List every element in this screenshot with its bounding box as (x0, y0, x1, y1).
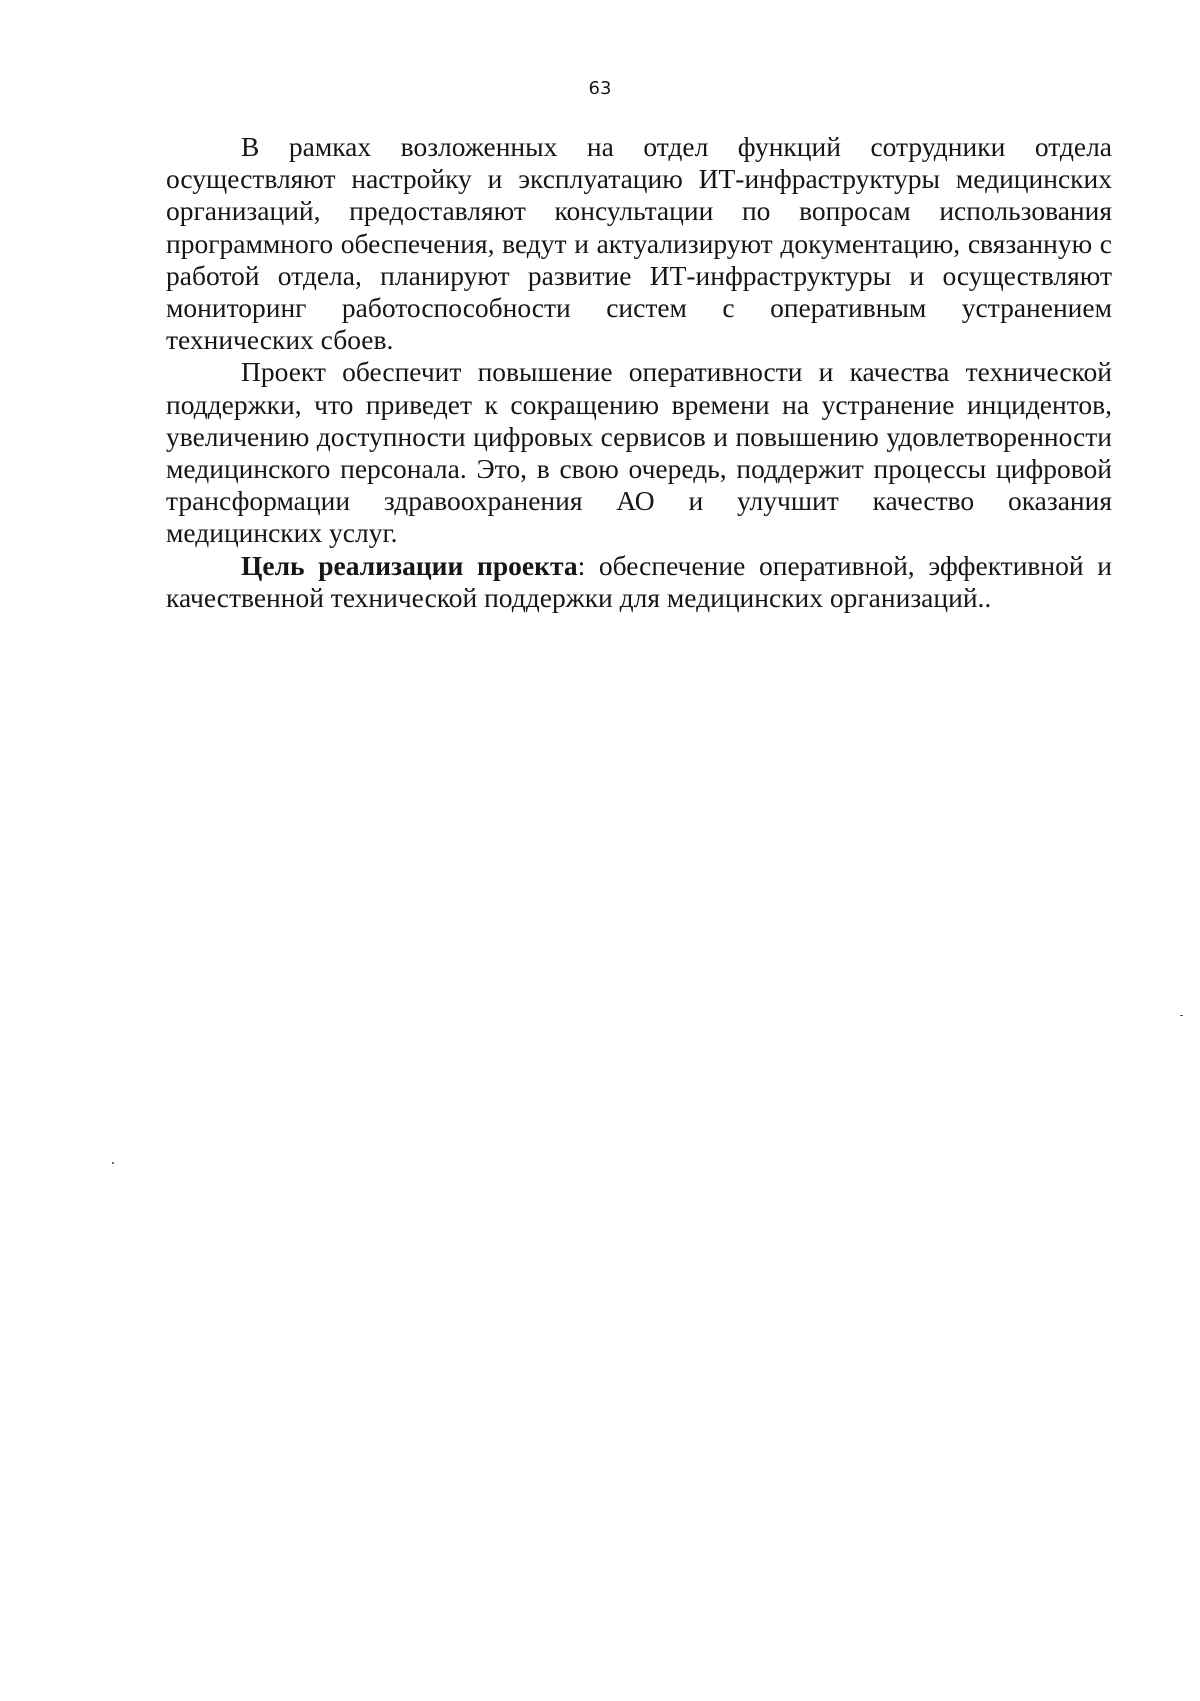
paragraph-department-functions: В рамках возложенных на отдел функций сотрудники отдела осуществляют настройку и эксплуатацию ИТ-инфраструктуры медицинских организаций, предоставляют консультации по вопросам использования программного обеспечения, ведут и актуализируют документацию, связанную с работой отдела, планируют развитие ИТ-инфраструктуры и осуществляют мониторинг работоспособности систем с оперативным устранением технических сбоев. (166, 131, 1112, 356)
scan-speck (1180, 1015, 1183, 1016)
scan-speck (112, 1162, 114, 1164)
project-goal-label: Цель реализации проекта (241, 549, 578, 581)
paragraph-project-effects: Проект обеспечит повышение оперативности и качества технической поддержки, что приведет к сокращению времени на устранение инцидентов, увеличению доступности цифровых сервисов и повышению удовлетворенности медицинского персонала. Это, в свою очередь, поддержит процессы цифровой трансформации здравоохранения АО и улучшит качество оказания медицинских услуг. (166, 356, 1112, 549)
page-number: 63 (588, 78, 612, 99)
project-goal-text: : обеспечение оперативной, эффективной и качественной технической поддержки для медицинских организаций.. (166, 549, 1112, 613)
document-body (166, 131, 1112, 614)
paragraph-project-goal (166, 550, 1112, 614)
